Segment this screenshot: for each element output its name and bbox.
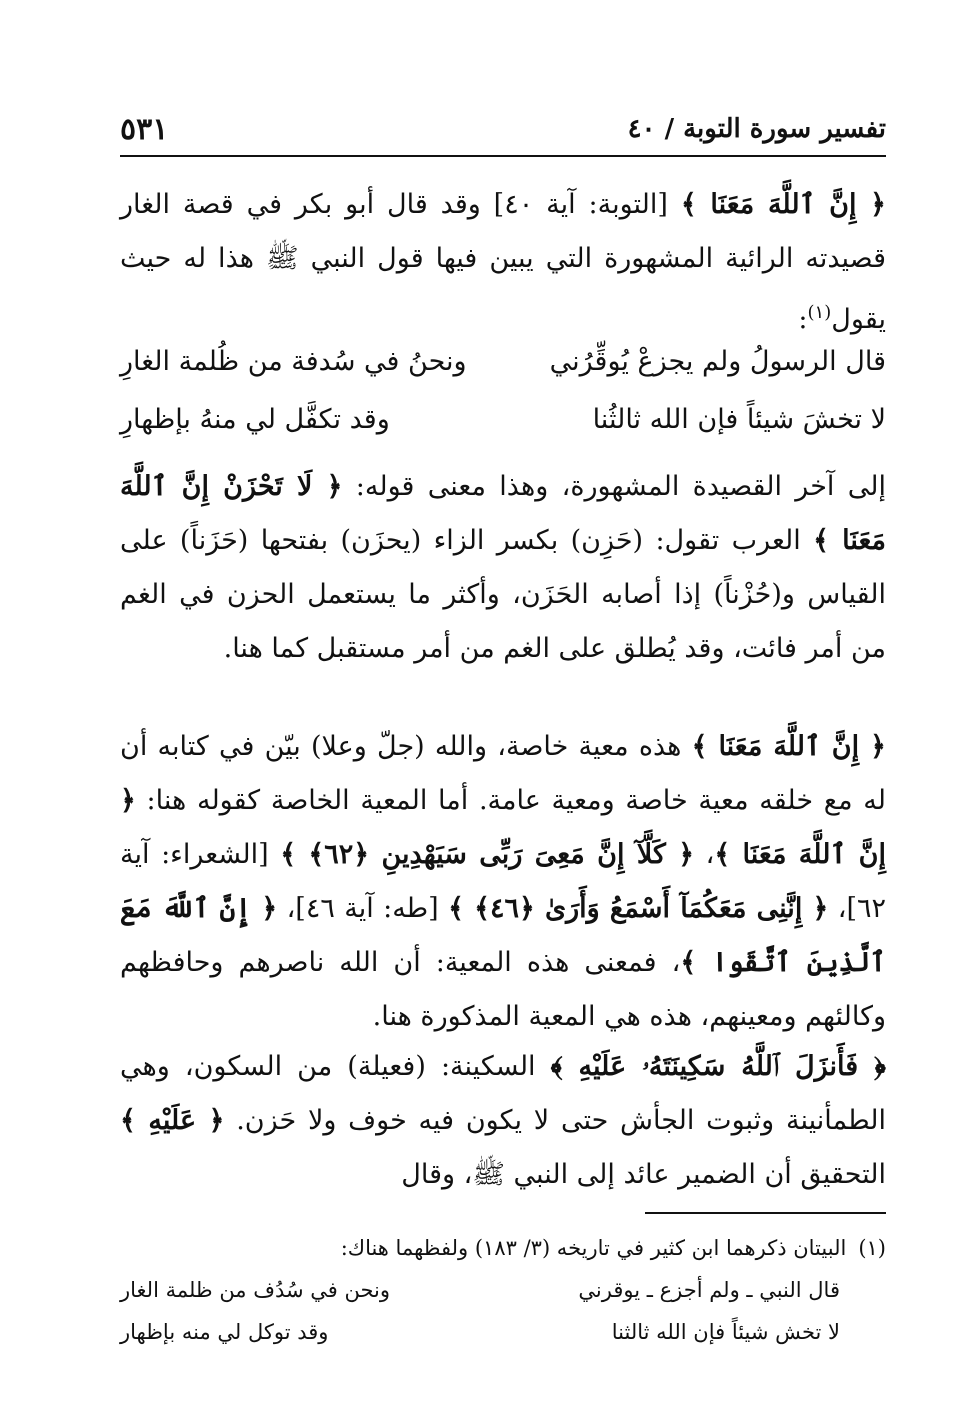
hemistich-first: قال النبي ـ ولم أجزع ـ يوقرني xyxy=(578,1278,840,1302)
hemistich-second: وقد تكفَّل لي منهُ بإظهارِ xyxy=(120,404,390,435)
paragraph-text-tail: : xyxy=(798,304,808,335)
footnote-poem-line-2 xyxy=(120,1320,840,1362)
poem-line-2 xyxy=(120,404,886,454)
hemistich-first: لا تخش شيئاً فإن الله ثالثنا xyxy=(611,1320,840,1344)
footnote-text: البيتان ذكرهما ابن كثير في تاريخه (٣/ ١٨٣) ولفظهما هناك: xyxy=(340,1236,847,1260)
paragraph-text: التحقيق أن الضمير عائد إلى النبي ﷺ، وقال xyxy=(401,1159,886,1190)
footnote xyxy=(120,1228,886,1268)
hemistich-first: لا تخشَ شيئاً فإن الله ثالثُنا xyxy=(592,404,886,435)
quran-verse: ﴿ إِنَّ ٱللَّهَ مَعَنَا ﴾ xyxy=(691,731,886,762)
quran-verse: ﴿ إِنَّ ٱللَّهَ مَعَنَا ﴾ xyxy=(120,785,886,870)
poem-line-1 xyxy=(120,346,886,396)
paragraph-2 xyxy=(120,460,886,676)
header-divider xyxy=(120,155,886,157)
paragraph-text: السكينة: (فعيلة) من السكون، وهي الطمأنينة وثبوت الجأش حتى لا يكون فيه خوف ولا حَزن. xyxy=(120,1051,886,1136)
paragraph-text: [الشعراء: آية ٦٢]، xyxy=(120,839,887,924)
paragraph-text: ، فمعنى هذه المعية: أن الله ناصرهم وحافظهم وكالئهم ومعينهم، هذه هي المعية المذكورة هنا. xyxy=(120,947,886,1032)
footnote-number: (١) xyxy=(858,1236,886,1260)
hemistich-second: وقد توكل لي منه بإظهار xyxy=(120,1320,329,1344)
quran-verse: ﴿ إِنَّ ٱللَّهَ مَعَنَا ﴾ xyxy=(680,189,886,220)
footnote-reference: (١) xyxy=(807,302,832,323)
page-number: ٥٣١ xyxy=(120,112,169,147)
quran-verse: ﴿ لَا تَحْزَنْ إِنَّ ٱللَّهَ مَعَنَا ﴾ xyxy=(120,471,887,556)
paragraph-3 xyxy=(120,720,886,1044)
quran-verse: ﴿ عَلَيْهِ ﴾ xyxy=(120,1105,225,1136)
header-title: تفسير سورة التوبة / ٤٠ xyxy=(627,114,886,144)
quran-verse: ﴿ فَأَنزَلَ ٱللَّهُ سَكِينَتَهُۥ عَلَيْهِ ﴾ xyxy=(550,1051,886,1082)
paragraph-text: العرب تقول: (حَزِن) بكسر الزاء (يحزَن) بفتحها (حَزَناً) على القياس و(حُزْناً) إذا أصابه الحَزَن، وأكثر ما يستعمل الحزن في الغم من أمر فائت، وقد يُطلق على الغم من أمر مستقبل كما هنا. xyxy=(120,525,886,664)
paragraph-text: [التوبة: آية ٤٠] وقد قال أبو بكر في قصة الغار قصيدته الرائية المشهورة التي يبين فيها قول النبي ﷺ هذا له حيث يقول xyxy=(120,189,886,335)
hemistich-second: ونحنُ في سُدفة من ظُلمة الغارِ xyxy=(120,346,467,377)
paragraph-text: إلى آخر القصيدة المشهورة، وهذا معنى قوله: xyxy=(342,471,886,502)
paragraph-1 xyxy=(120,178,886,347)
paragraph-text: ، xyxy=(694,839,715,870)
paragraph-text: هذه معية خاصة، والله (جلّ وعلا) بيّن في كتابه أن له مع خلقه معية خاصة ومعية عامة. أما المعية الخاصة كقوله هنا: xyxy=(120,731,886,816)
footnote-poem xyxy=(120,1278,840,1362)
hemistich-first: قال الرسولُ ولم يجزعْ يُوقِّرُني xyxy=(549,346,886,377)
footnote-poem-line-1 xyxy=(120,1278,840,1320)
running-header xyxy=(120,110,886,154)
quran-verse: ﴿ كَلَّآ إِنَّ مَعِىَ رَبِّى سَيَهْدِينِ ﴿٦٢﴾ ﴾ xyxy=(280,839,695,870)
poem-block xyxy=(120,346,886,454)
quran-verse: ﴿ إِنَّنِى مَعَكُمَآ أَسْمَعُ وَأَرَىٰ ﴿٤٦﴾ ﴾ xyxy=(448,893,829,924)
paragraph-4 xyxy=(120,1040,886,1202)
quran-verse: ﴿ إِنَّ ٱللَّهَ مَعَ ٱلَّذِينَ ٱتَّقَوا ﴾ xyxy=(120,893,886,978)
paragraph-text: [طه: آية ٤٦]، xyxy=(277,893,449,924)
hemistich-second: ونحن في سُدُف من ظلمة الغار xyxy=(120,1278,391,1302)
footnote-divider xyxy=(645,1212,886,1214)
